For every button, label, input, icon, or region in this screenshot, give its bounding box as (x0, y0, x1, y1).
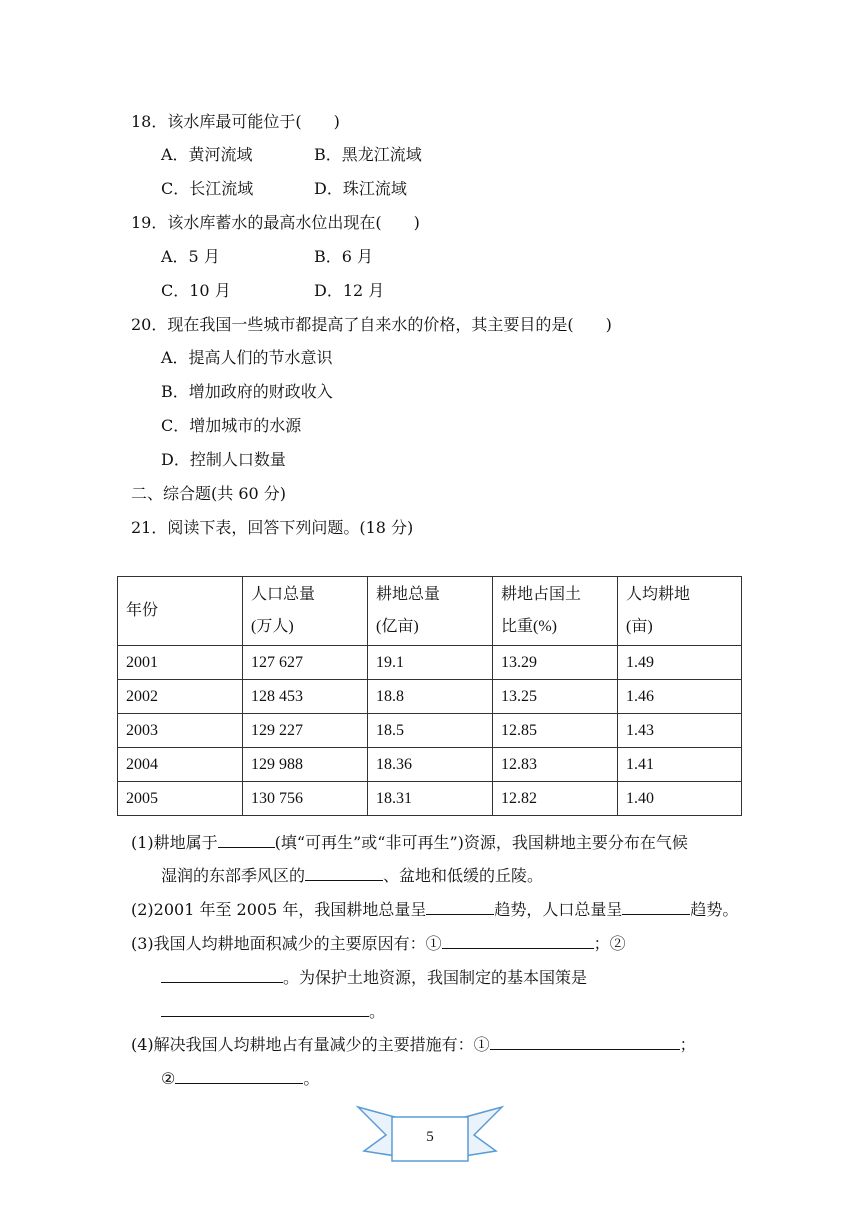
q19-option-a: A．5 月 (161, 247, 220, 266)
sub-question-3-line2: 。为保护土地资源，我国制定的基本国策是 (161, 965, 587, 989)
header-per-capita: 人均耕地 (亩) (618, 577, 742, 646)
q20-option-d: D．控制人口数量 (161, 450, 286, 469)
q18-option-b: B．黑龙江流域 (314, 145, 422, 164)
cell-per-capita: 1.40 (618, 782, 742, 816)
question-21-stem: 21．阅读下表，回答下列问题。(18 分) (131, 518, 414, 537)
cell-year: 2004 (118, 748, 243, 782)
sub-question-1-line2: 湿润的东部季风区的 、盆地和低缓的丘陵。 (161, 863, 543, 887)
cell-population: 129 227 (243, 714, 368, 748)
cell-farmland-total: 18.36 (368, 748, 493, 782)
header-year: 年份 (118, 577, 243, 646)
cell-farmland-total: 19.1 (368, 646, 493, 680)
cell-population: 128 453 (243, 680, 368, 714)
cell-population: 127 627 (243, 646, 368, 680)
table-row (118, 714, 742, 748)
q19-option-d: D．12 月 (314, 281, 385, 300)
sub-question-3-line1: (3)我国人均耕地面积减少的主要原因有：① ；② (131, 931, 626, 955)
sub-question-2: (2)2001 年至 2005 年，我国耕地总量呈 趋势，人口总量呈 趋势。 (131, 897, 738, 921)
q18-option-c: C．长江流域 (161, 179, 254, 198)
cell-population: 129 988 (243, 748, 368, 782)
answer-blank[interactable] (218, 830, 275, 848)
cell-farmland-total: 18.5 (368, 714, 493, 748)
question-19-stem: 19．该水库蓄水的最高水位出现在( ) (131, 213, 420, 232)
section-heading: 二、综合题(共 60 分) (131, 484, 287, 503)
answer-blank[interactable] (305, 863, 383, 881)
answer-blank[interactable] (622, 897, 690, 915)
table-row (118, 680, 742, 714)
cell-year: 2001 (118, 646, 243, 680)
page-footer-ribbon (356, 1105, 504, 1165)
question-20-stem: 20．现在我国一些城市都提高了自来水的价格，其主要目的是( ) (131, 315, 612, 334)
header-population: 人口总量 (万人) (243, 577, 368, 646)
cell-farmland-ratio: 13.25 (493, 680, 618, 714)
sub-question-4-line2: ② 。 (161, 1066, 319, 1090)
cell-per-capita: 1.43 (618, 714, 742, 748)
answer-blank[interactable] (161, 999, 369, 1017)
cell-year: 2005 (118, 782, 243, 816)
cell-farmland-ratio: 12.82 (493, 782, 618, 816)
cell-per-capita: 1.49 (618, 646, 742, 680)
cell-per-capita: 1.46 (618, 680, 742, 714)
table-header-row (118, 577, 742, 646)
table-row (118, 782, 742, 816)
cell-farmland-total: 18.31 (368, 782, 493, 816)
sub-question-4-line1: (4)解决我国人均耕地占有量减少的主要措施有：① ； (131, 1032, 696, 1056)
sub-question-1-line1: (1)耕地属于 (填“可再生”或“非可再生”)资源，我国耕地主要分布在气候 (131, 830, 688, 854)
cell-population: 130 756 (243, 782, 368, 816)
cell-farmland-ratio: 13.29 (493, 646, 618, 680)
cell-farmland-ratio: 12.85 (493, 714, 618, 748)
q19-option-c: C．10 月 (161, 281, 231, 300)
answer-blank[interactable] (442, 931, 594, 949)
cell-year: 2003 (118, 714, 243, 748)
answer-blank[interactable] (175, 1066, 303, 1084)
q20-option-a: A．提高人们的节水意识 (161, 348, 333, 367)
q18-option-d: D．珠江流域 (314, 179, 407, 198)
header-farmland-ratio: 耕地占国土 比重(%) (493, 577, 618, 646)
page-number: 5 (426, 1129, 434, 1145)
cell-year: 2002 (118, 680, 243, 714)
cell-farmland-total: 18.8 (368, 680, 493, 714)
header-farmland-total: 耕地总量 (亿亩) (368, 577, 493, 646)
cell-farmland-ratio: 12.83 (493, 748, 618, 782)
question-18-stem: 18．该水库最可能位于( ) (131, 112, 340, 131)
farmland-table (117, 576, 742, 816)
table-row (118, 646, 742, 680)
answer-blank[interactable] (161, 965, 283, 983)
answer-blank[interactable] (490, 1032, 680, 1050)
q20-option-b: B．增加政府的财政收入 (161, 382, 333, 401)
q20-option-c: C．增加城市的水源 (161, 416, 302, 435)
answer-blank[interactable] (426, 897, 494, 915)
cell-per-capita: 1.41 (618, 748, 742, 782)
table-row (118, 748, 742, 782)
q19-option-b: B．6 月 (314, 247, 374, 266)
q18-option-a: A．黄河流域 (161, 145, 253, 164)
sub-question-3-line3: 。 (161, 999, 385, 1023)
